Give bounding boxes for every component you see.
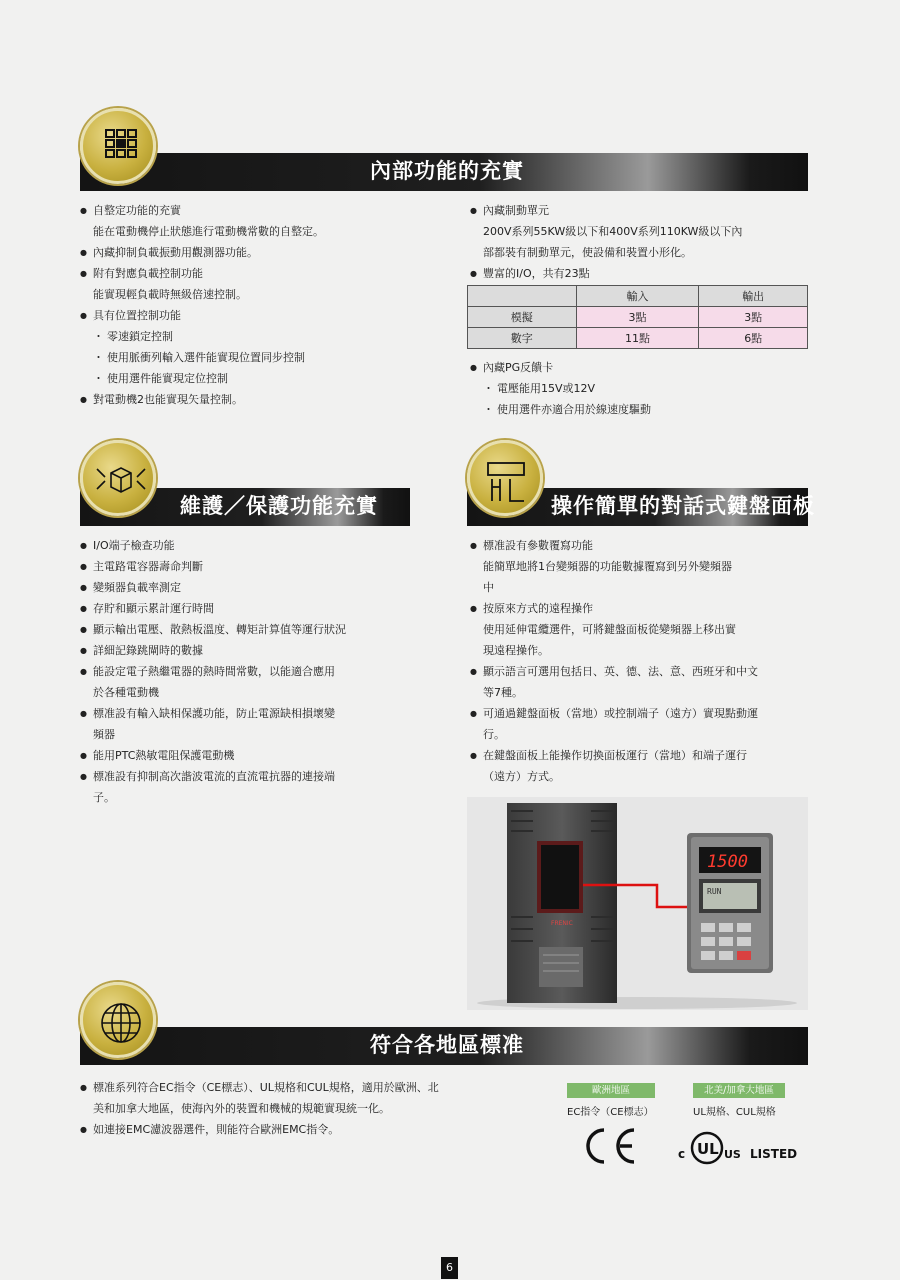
section-title-maintenance: 維護／保護功能充實 xyxy=(180,494,378,518)
bullet-continuation: 子。 xyxy=(93,791,115,804)
bullet-continuation: 能實現輕負載時無級倍速控制。 xyxy=(93,288,247,301)
table-row xyxy=(468,307,808,328)
keypad-features-list xyxy=(470,535,815,787)
keypad-hand-icon xyxy=(467,440,543,516)
section-title-standards: 符合各地區標准 xyxy=(370,1033,524,1057)
table-header-cell: 輸入 xyxy=(576,286,699,307)
ul-listed-logo xyxy=(678,1128,810,1168)
bullet-item: ● 按原來方式的遠程操作 xyxy=(470,598,815,619)
inverter-unit-image xyxy=(507,803,617,1003)
bullet-continuation: 中 xyxy=(483,581,494,594)
grid-icon xyxy=(80,108,156,184)
bullet-item: ● 如連接EMC濾波器選件，則能符合歐洲EMC指令。 xyxy=(80,1119,550,1140)
keypad-led-display: 1500 xyxy=(707,852,748,872)
bullet-continuation: （遠方）方式。 xyxy=(483,770,560,783)
bullet-item: ● 顯示輸出電壓、散熱板溫度、轉矩計算值等運行狀況 xyxy=(80,619,440,640)
table-cell: 6點 xyxy=(699,328,808,349)
bullet-item: ● 能設定電子熱繼電器的熱時間常數，以能適合應用 xyxy=(80,661,440,682)
svg-text:UL: UL xyxy=(697,1140,719,1158)
section-header-bar-standards xyxy=(80,1027,808,1065)
svg-text:c: c xyxy=(678,1147,686,1161)
sub-bullet-item: ・ 使用選件亦適合用於線速度驅動 xyxy=(470,399,815,420)
bullet-item: ● I/O端子檢查功能 xyxy=(80,535,440,556)
bullet-continuation: 於各種電動機 xyxy=(93,686,159,699)
internal-features-list xyxy=(80,200,440,410)
product-photo xyxy=(467,797,808,1010)
bullet-item: ● 變頻器負載率測定 xyxy=(80,577,440,598)
bullet-item: ● 附有對應負載控制功能 xyxy=(80,263,440,284)
inverter-brand-label: FRENIC xyxy=(551,920,573,927)
section-header-bar-internal xyxy=(80,153,808,191)
svg-text:LISTED: LISTED xyxy=(750,1147,798,1161)
table-row xyxy=(468,328,808,349)
bullet-item: ● 標准設有抑制高次諧波電流的直流電抗器的連接端 xyxy=(80,766,440,787)
sub-bullet-item: ・ 零速鎖定控制 xyxy=(80,326,440,347)
globe-icon xyxy=(80,982,156,1058)
section-title-internal: 內部功能的充實 xyxy=(370,159,524,183)
table-cell: 11點 xyxy=(576,328,699,349)
north-america-region-label: 北美/加拿大地區 xyxy=(693,1083,785,1098)
bullet-continuation: 等7種。 xyxy=(483,686,523,699)
bullet-continuation: 行。 xyxy=(483,728,505,741)
bullet-item: ● 在鍵盤面板上能操作切換面板運行（當地）和端子運行 xyxy=(470,745,815,766)
bullet-item: ● 豐富的I/O，共有23點 xyxy=(470,263,815,284)
bullet-item: ● 具有位置控制功能 xyxy=(80,305,440,326)
bullet-item: ● 內藏PG反饋卡 xyxy=(470,357,815,378)
bullet-continuation: 200V系列55KW級以下和400V系列110KW級以下內 xyxy=(483,225,743,238)
bullet-continuation: 現遠程操作。 xyxy=(483,644,549,657)
section-title-keypad: 操作簡單的對話式鍵盤面板 xyxy=(551,494,815,518)
sub-bullet-item: ・ 使用選件能實現定位控制 xyxy=(80,368,440,389)
io-points-table xyxy=(467,285,808,349)
table-cell: 3點 xyxy=(576,307,699,328)
table-header-cell: 輸出 xyxy=(699,286,808,307)
table-cell: 模擬 xyxy=(468,307,577,328)
europe-region-label: 歐洲地區 xyxy=(567,1083,655,1098)
bullet-continuation: 能在電動機停止狀態進行電動機常數的自整定。 xyxy=(93,225,324,238)
keypad-lcd-text: RUN xyxy=(707,887,722,896)
bullet-item: ● 標准設有參數覆寫功能 xyxy=(470,535,815,556)
sub-bullet-item: ・ 使用脈衝列輸入選件能實現位置同步控制 xyxy=(80,347,440,368)
bullet-item: ● 存貯和顯示累計運行時間 xyxy=(80,598,440,619)
bullet-item: ● 對電動機2也能實現矢量控制。 xyxy=(80,389,440,410)
bullet-continuation: 美和加拿大地區，使海內外的裝置和機械的規範實現統一化。 xyxy=(93,1102,390,1115)
table-cell: 3點 xyxy=(699,307,808,328)
page-number: 6 xyxy=(441,1257,458,1279)
table-cell: 數字 xyxy=(468,328,577,349)
bullet-continuation: 頻器 xyxy=(93,728,115,741)
pg-feedback-list xyxy=(470,357,815,420)
bullet-item: ● 主電路電容器壽命判斷 xyxy=(80,556,440,577)
svg-text:US: US xyxy=(724,1148,741,1161)
bullet-continuation: 能簡單地將1台變頻器的功能數據覆寫到另外變頻器 xyxy=(483,560,732,573)
bullet-item: ● 內藏抑制負載振動用觀測器功能。 xyxy=(80,242,440,263)
internal-features-list-right xyxy=(470,200,815,284)
standards-list xyxy=(80,1077,550,1140)
north-america-region-sub: UL規格、CUL規格 xyxy=(693,1107,776,1118)
bullet-item: ● 可通過鍵盤面板（當地）或控制端子（遠方）實現點動運 xyxy=(470,703,815,724)
sub-bullet-item: ・ 電壓能用15V或12V xyxy=(470,378,815,399)
bullet-item: ● 顯示語言可選用包括日、英、德、法、意、西班牙和中文 xyxy=(470,661,815,682)
table-header-row xyxy=(468,286,808,307)
ce-mark-logo xyxy=(580,1124,640,1168)
bullet-item: ● 能用PTC熱敏電阻保護電動機 xyxy=(80,745,440,766)
keypad-panel-image xyxy=(687,833,773,973)
bullet-item: ● 內藏制動單元 xyxy=(470,200,815,221)
bullet-item: ● 標准設有輸入缺相保護功能，防止電源缺相損壞變 xyxy=(80,703,440,724)
bullet-item: ● 標准系列符合EC指令（CE標志）、UL規格和CUL規格，適用於歐洲、北 xyxy=(80,1077,550,1098)
bullet-item: ● 詳細記錄跳閘時的數據 xyxy=(80,640,440,661)
bullet-continuation: 使用延伸電纜選件，可將鍵盤面板從變頻器上移出實 xyxy=(483,623,736,636)
table-header-cell xyxy=(468,286,577,307)
maintenance-features-list xyxy=(80,535,440,808)
box-protection-icon xyxy=(80,440,156,516)
europe-region-sub: EC指令（CE標志） xyxy=(567,1107,654,1118)
bullet-continuation: 部都裝有制動單元，使設備和裝置小形化。 xyxy=(483,246,692,259)
bullet-item: ● 自整定功能的充實 xyxy=(80,200,440,221)
